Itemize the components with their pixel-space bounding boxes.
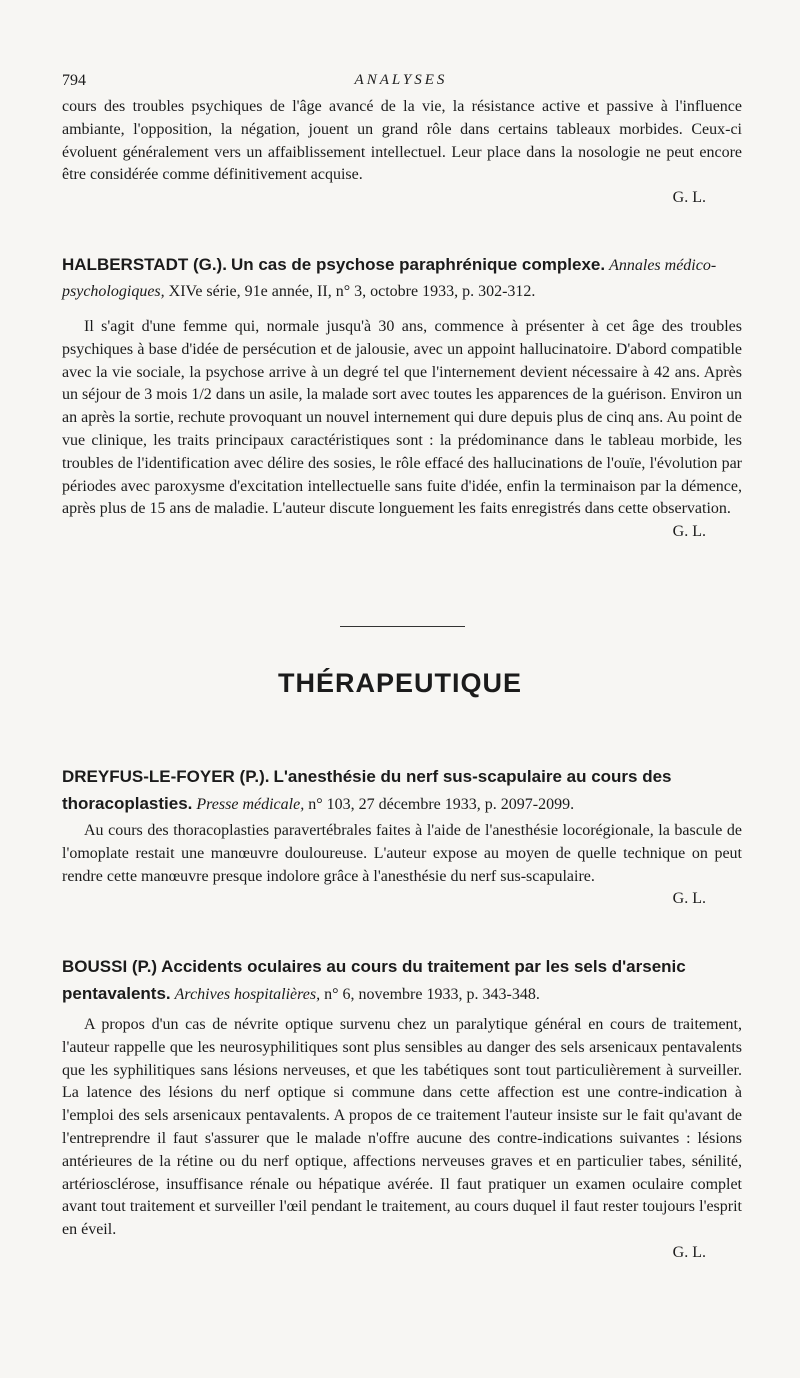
article-body bbox=[62, 316, 742, 544]
article-heading bbox=[62, 252, 762, 305]
signature: G. L. bbox=[672, 523, 706, 541]
article-body-text: Il s'agit d'une femme qui, normale jusqu'à 30 ans, commence à présenter à cet âge des troubles psychiques à base d'idée de persécution et de jalousie, avec un appoint hallucinatoire. D'abord compatible avec la vie sociale, la psychose arrive à un degré tel que l'internement devient nécessaire à 42 ans. Après un séjour de 3 mois 1/2 dans un asile, la malade sort avec toutes les apparences de la guérison. Environ un an après la sortie, rechute provoquant un nouvel internement qui dure depuis plus de cinq ans. Au point de vue clinique, les traits principaux caractéristiques sont : la prédominance dans le tableau morbide, les troubles de l'identification avec délire des sosies, le rôle effacé des hallucinations de l'ouïe, l'évolution par périodes avec paroxysme d'excitation intellectuelle sans fuite d'idée, enfin la terminaison par la démence, après plus de 15 ans de maladie. L'auteur discute longuement les faits enregistrés dans cette observation. bbox=[62, 318, 742, 518]
article-title: L'anesthésie du nerf sus-scapulaire au cours des thoracoplasties. bbox=[62, 767, 672, 813]
article-details: XIVe série, 91e année, II, n° 3, octobre 1933, p. 302-312. bbox=[168, 283, 536, 300]
carry-over-paragraph bbox=[62, 96, 742, 210]
article-source: Presse médicale, bbox=[196, 796, 305, 813]
signature: G. L. bbox=[672, 1243, 706, 1261]
signature: G. L. bbox=[672, 890, 706, 908]
article-author: HALBERSTADT (G.). bbox=[62, 255, 227, 274]
article-author: DREYFUS-LE-FOYER (P.). bbox=[62, 767, 270, 786]
page-header bbox=[62, 72, 740, 94]
section-divider bbox=[340, 626, 465, 627]
article-title: Un cas de psychose paraphrénique complexe. bbox=[230, 255, 606, 274]
article-title: Accidents oculaires au cours du traitement par les sels d'arsenic pentavalents. bbox=[62, 957, 686, 1003]
article-source: Archives hospitalières, bbox=[174, 986, 321, 1003]
article-heading bbox=[62, 954, 762, 1008]
article-body-text: A propos d'un cas de névrite optique survenu chez un paralytique général en cours de traitement, l'auteur rappelle que les neurosyphilitiques sont plus sensibles au danger des sels arsenicaux pentavalents que les syphilitiques sans lésions nerveuses, et que les tabétiques sont tout particulièrement à surveiller. La latence des lésions du nerf optique si commune dans cette affection est une contre-indication à l'emploi des sels arsenicaux pentavalents. A propos de ce traitement l'auteur insiste sur le fait qu'avant de l'entreprendre il faut s'assurer que le malade n'offre aucune des contre-indications suivantes : lésions antérieures de la rétine ou du nerf optique, affections nerveuses graves et en particulier tabes, sénilité, artériosclérose, insuffisance rénale ou hépatique avérée. Il faut pratiquer un examen oculaire complet avant tout traitement et surveiller l'œil pendant le traitement, au cours duquel il faut rester toujours l'esprit en éveil. bbox=[62, 1016, 742, 1239]
page-number: 794 bbox=[62, 72, 86, 89]
article-body bbox=[62, 1014, 742, 1265]
article-details: n° 103, 27 décembre 1933, p. 2097-2099. bbox=[308, 796, 575, 813]
signature: G. L. bbox=[672, 189, 706, 207]
article-body-text: Au cours des thoracoplasties paravertébrales faites à l'aide de l'anesthésie locorégionale, la bascule de l'omoplate restait une manœuvre douloureuse. L'auteur expose au moyen de quelle technique on peut rendre cette manœuvre presque indolore grâce à l'anesthésie du nerf sus-scapulaire. bbox=[62, 822, 742, 885]
article-source: Annales médico-psychologiques, bbox=[62, 257, 717, 300]
running-title: ANALYSES bbox=[354, 72, 448, 88]
article-author: BOUSSI (P.) bbox=[62, 957, 158, 976]
article-details: n° 6, novembre 1933, p. 343-348. bbox=[324, 986, 540, 1003]
article-heading bbox=[62, 764, 762, 818]
section-title: THÉRAPEUTIQUE bbox=[277, 668, 523, 698]
carry-over-text: cours des troubles psychiques de l'âge avancé de la vie, la résistance active et passive à l'influence ambiante, l'opposition, la négation, jouent un grand rôle dans certains tableaux morbides. Ceux-ci évoluent généralement vers un affaiblissement intellectuel. Leur place dans la nosologie ne peut encore être considérée comme définitivement acquise. bbox=[62, 98, 742, 184]
article-body bbox=[62, 820, 742, 911]
